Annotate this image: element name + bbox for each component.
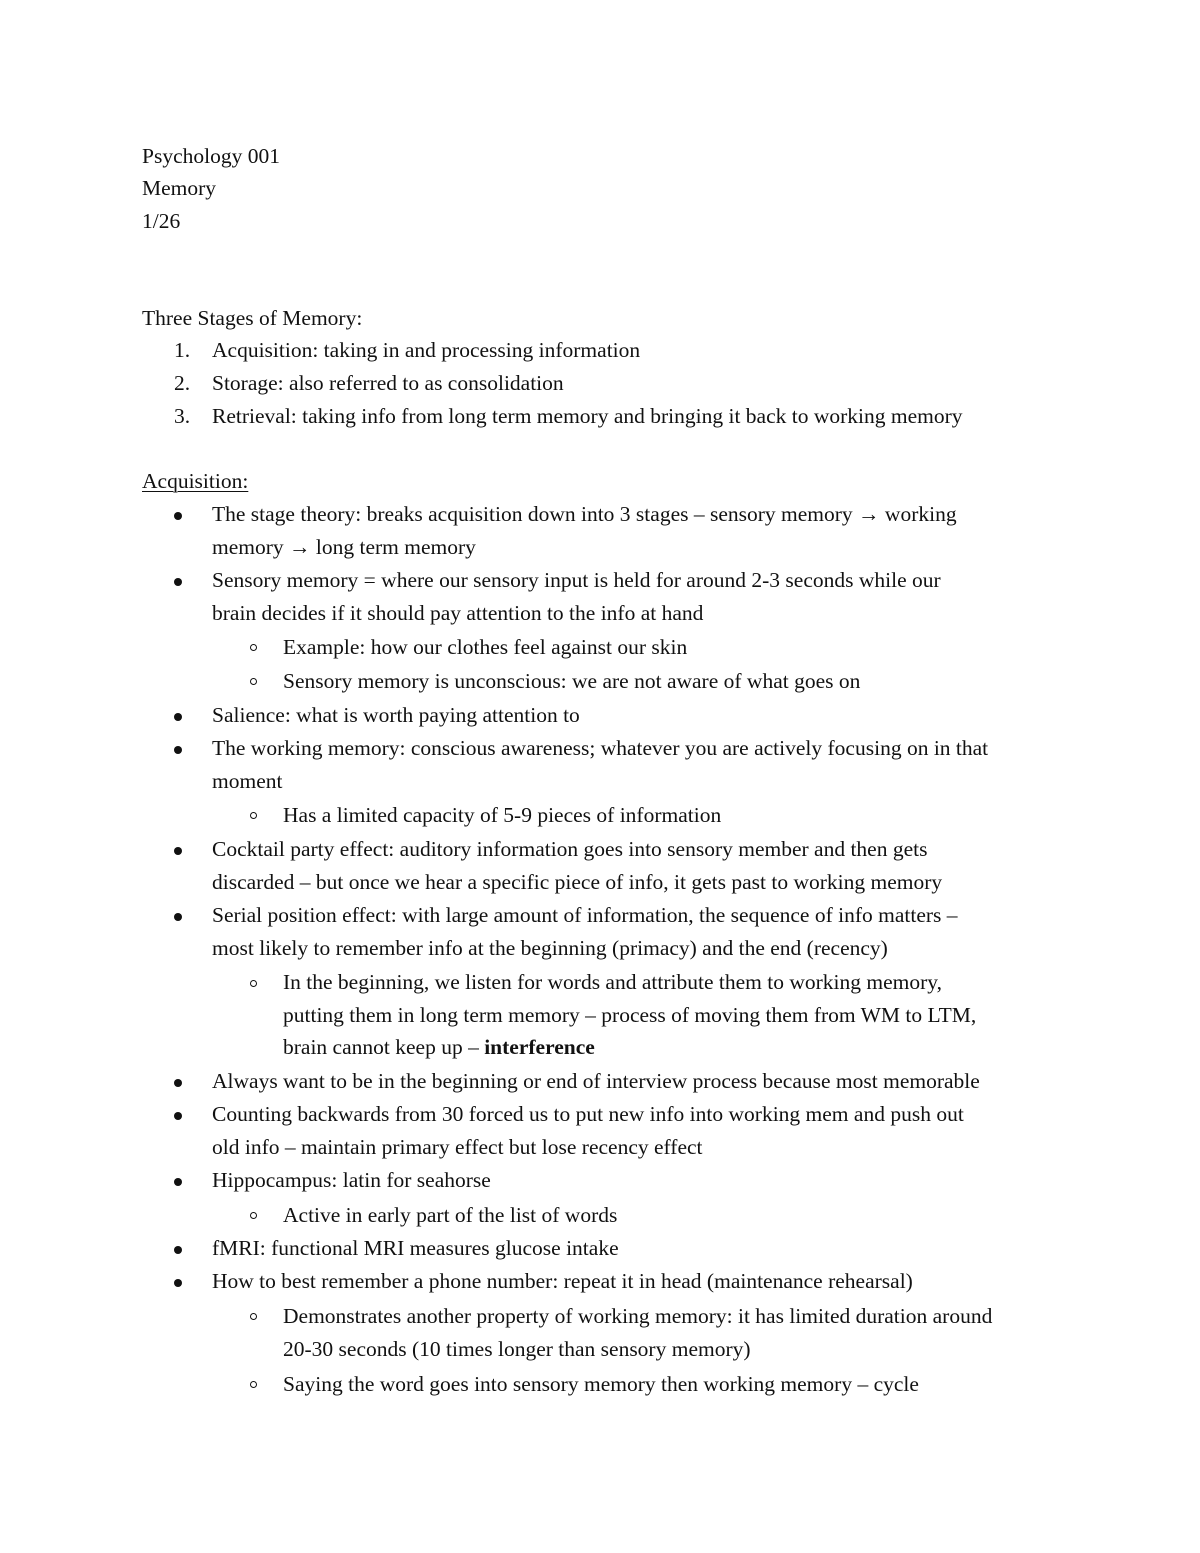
circle-bullet-icon: [250, 1313, 257, 1320]
note-line: putting them in long term memory – process of moving them from WM to LTM,: [283, 1003, 977, 1027]
note-line: Sensory memory is unconscious: we are not aware of what goes on: [283, 669, 861, 693]
note-line: [283, 1037, 595, 1059]
bullet-icon: [174, 578, 182, 586]
course-title: Psychology 001: [142, 144, 280, 168]
note-line: The stage theory: breaks acquisition down into 3 stages – sensory memory → working: [212, 502, 957, 526]
note-line: Counting backwards from 30 forced us to put new info into working mem and push out: [212, 1102, 964, 1126]
note-line: The working memory: conscious awareness; whatever you are actively focusing on in that: [212, 736, 989, 760]
note-line: Demonstrates another property of working memory: it has limited duration around: [283, 1304, 993, 1328]
note-line: Always want to be in the beginning or end of interview process because most memorable: [212, 1069, 980, 1093]
note-line: Saying the word goes into sensory memory then working memory – cycle: [283, 1372, 919, 1396]
note-line: 20-30 seconds (10 times longer than sensory memory): [283, 1337, 751, 1361]
list-item: Retrieval: taking info from long term memory and bringing it back to working memory: [212, 404, 963, 428]
note-line: fMRI: functional MRI measures glucose intake: [212, 1236, 619, 1260]
bullet-icon: [174, 713, 182, 721]
interference-term: interference: [484, 1035, 595, 1059]
note-line: Active in early part of the list of words: [283, 1203, 618, 1227]
list-number: 3.: [174, 404, 191, 428]
circle-bullet-icon: [250, 1212, 257, 1219]
stages-heading: Three Stages of Memory:: [142, 306, 363, 330]
acquisition-heading: Acquisition:: [142, 469, 249, 493]
list-item: Storage: also referred to as consolidation: [212, 371, 564, 395]
note-line: In the beginning, we listen for words and attribute them to working memory,: [283, 970, 942, 994]
bullet-icon: [174, 1279, 182, 1287]
note-line: memory → long term memory: [212, 535, 476, 559]
note-line: Example: how our clothes feel against our skin: [283, 635, 688, 659]
bullet-icon: [174, 1112, 182, 1120]
note-line: Salience: what is worth paying attention to: [212, 703, 580, 727]
note-line: discarded – but once we hear a specific piece of info, it gets past to working memory: [212, 870, 943, 894]
circle-bullet-icon: [250, 812, 257, 819]
note-line: moment: [212, 769, 283, 793]
bullet-icon: [174, 1178, 182, 1186]
topic-title: Memory: [142, 176, 217, 200]
note-date: 1/26: [142, 209, 181, 233]
bullet-icon: [174, 746, 182, 754]
note-text: brain cannot keep up –: [283, 1035, 485, 1059]
note-line: Has a limited capacity of 5-9 pieces of information: [283, 803, 722, 827]
note-line: old info – maintain primary effect but lose recency effect: [212, 1135, 703, 1159]
circle-bullet-icon: [250, 644, 257, 651]
bullet-icon: [174, 913, 182, 921]
bullet-icon: [174, 847, 182, 855]
note-line: Sensory memory = where our sensory input is held for around 2-3 seconds while our: [212, 568, 941, 592]
circle-bullet-icon: [250, 678, 257, 685]
list-number: 2.: [174, 371, 191, 395]
list-item: Acquisition: taking in and processing information: [212, 338, 641, 362]
list-number: 1.: [174, 338, 191, 362]
note-line: Serial position effect: with large amount of information, the sequence of info matters –: [212, 903, 958, 927]
note-line: How to best remember a phone number: repeat it in head (maintenance rehearsal): [212, 1269, 913, 1293]
bullet-icon: [174, 1079, 182, 1087]
bullet-icon: [174, 512, 182, 520]
circle-bullet-icon: [250, 980, 257, 987]
note-line: Cocktail party effect: auditory information goes into sensory member and then gets: [212, 837, 928, 861]
note-line: most likely to remember info at the beginning (primacy) and the end (recency): [212, 936, 888, 960]
note-line: Hippocampus: latin for seahorse: [212, 1168, 491, 1192]
note-line: brain decides if it should pay attention to the info at hand: [212, 601, 704, 625]
circle-bullet-icon: [250, 1381, 257, 1388]
bullet-icon: [174, 1246, 182, 1254]
